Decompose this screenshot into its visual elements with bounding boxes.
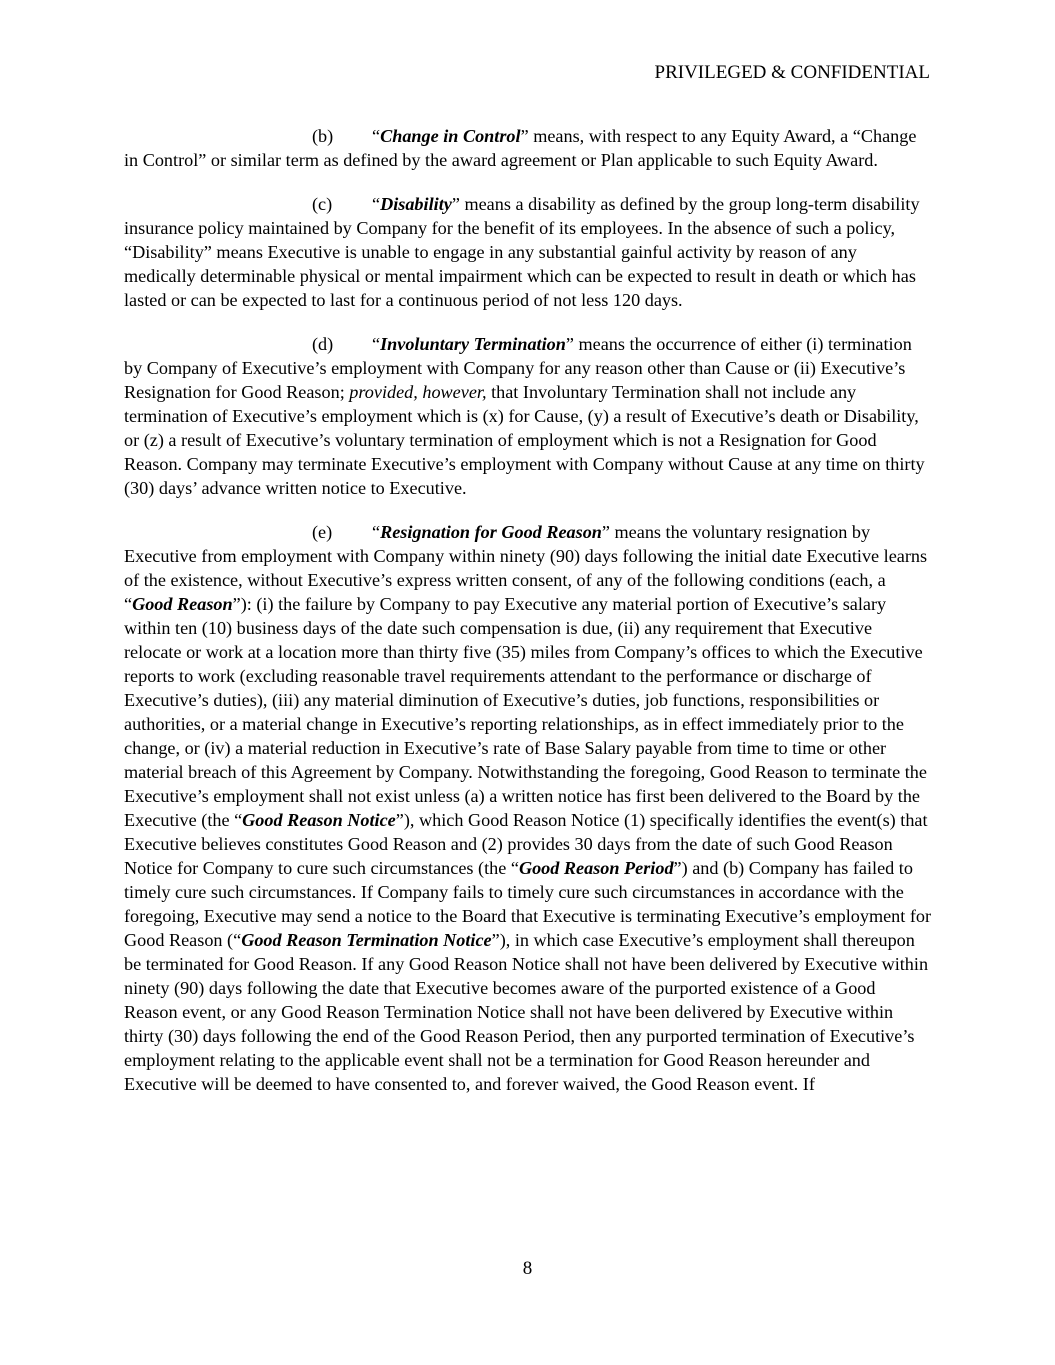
text: “ bbox=[372, 334, 381, 354]
text: ”) and (b) Company has failed to timely cure such circumstances. If Company fails to timely cure such circumstances in accordance with the foregoing, Executive may send a notice to the Board that Executive is terminating Executive’s employment for Good Reason (“ bbox=[124, 858, 932, 950]
defined-term: Good Reason Termination Notice bbox=[241, 930, 492, 950]
defined-term: Good Reason bbox=[132, 594, 233, 614]
italic-text: provided, however, bbox=[349, 382, 487, 402]
text: ”), which Good Reason Notice (1) specifically identifies the event(s) that Executive believes constitutes Good Reason and (2) provides 30 days from the date of such Good Reason Notice for Company to cure such circumstances (the “ bbox=[124, 810, 928, 878]
text: that Involuntary Termination shall not include any termination of Executive’s employment which is (x) for Cause, (y) a result of Executive’s death or Disability, or (z) a result of Executive’s voluntary termination of employment which is not a Resignation for Good Reason. Company may terminate Executive’s employment with Company without Cause at any time on thirty (30) days’ advance written notice to Executive. bbox=[124, 382, 925, 498]
text: “ bbox=[372, 194, 381, 214]
text: ”), in which case Executive’s employment shall thereupon be terminated for Good Reason. If any Good Reason Notice shall not have been delivered by Executive within ninety (90) days following the date that Executive becomes aware of the purported existence of a Good Reason event, or any Good Reason Termination Notice shall not have been delivered by Executive within thirty (30) days following the end of the Good Reason Period, then any purported termination of Executive’s employment relating to the applicable event shall not be a termination for Good Reason hereunder and Executive will be deemed to have consented to, and forever waived, the Good Reason event. If bbox=[124, 930, 929, 1094]
defined-term: Involuntary Termination bbox=[380, 334, 566, 354]
paragraph-b bbox=[124, 124, 932, 172]
paragraph-c bbox=[124, 192, 932, 312]
paragraph-number: (d) bbox=[312, 334, 334, 354]
paragraph-e bbox=[124, 520, 932, 1096]
text: ” means the occurrence of either (i) termination by Company of Executive’s employment with Company for any reason other than Cause or (ii) Executive’s Resignation for Good Reason; bbox=[124, 334, 912, 402]
text: ” means a disability as defined by the group long-term disability insurance policy maintained by Company for the benefit of its employees. In the absence of such a policy, “Disability” means Executive is unable to engage in any substantial gainful activity by reason of any medically determinable physical or mental impairment which can be expected to result in death or which has lasted or can be expected to last for a continuous period of not less 120 days. bbox=[124, 194, 920, 310]
paragraph-number: (c) bbox=[312, 194, 333, 214]
paragraph-d bbox=[124, 332, 932, 500]
defined-term: Resignation for Good Reason bbox=[380, 522, 602, 542]
defined-term: Good Reason Notice bbox=[242, 810, 396, 830]
text: ” means the voluntary resignation by Executive from employment with Company within ninety (90) days following the initial date Executive learns of the existence, without Executive’s express written consent, of any of the following conditions (each, a “ bbox=[124, 522, 928, 614]
paragraph-number: (e) bbox=[312, 522, 333, 542]
text: ”): (i) the failure by Company to pay Executive any material portion of Executive’s salary within ten (10) business days of the date such compensation is due, (ii) any requirement that Executive relocate or work at a location more than thirty five (35) miles from Company’s offices to which the Executive reports to work (excluding reasonable travel requirements attendant to the performance or discharge of Executive’s duties), (iii) any material diminution of Executive’s duties, job functions, responsibilities or authorities, or a material change in Executive’s reporting relationships, as in effect immediately prior to the change, or (iv) a material reduction in Executive’s rate of Base Salary payable from time to time or other material breach of this Agreement by Company. Notwithstanding the foregoing, Good Reason to terminate the Executive’s employment shall not exist unless (a) a written notice has first been delivered to the Board by the Executive (the “ bbox=[124, 594, 927, 830]
defined-term: Change in Control bbox=[380, 126, 521, 146]
defined-term: Good Reason Period bbox=[518, 858, 674, 878]
paragraph-number: (b) bbox=[312, 126, 334, 146]
defined-term: Disability bbox=[380, 194, 452, 214]
text: “ bbox=[372, 126, 381, 146]
text: ” means, with respect to any Equity Award, a “Change in Control” or similar term as defined by the award agreement or Plan applicable to such Equity Award. bbox=[124, 126, 917, 170]
page-number: 8 bbox=[522, 1258, 533, 1279]
text: “ bbox=[372, 522, 381, 542]
confidentiality-header: PRIVILEGED & CONFIDENTIAL bbox=[654, 62, 930, 83]
document-body bbox=[124, 124, 932, 1116]
